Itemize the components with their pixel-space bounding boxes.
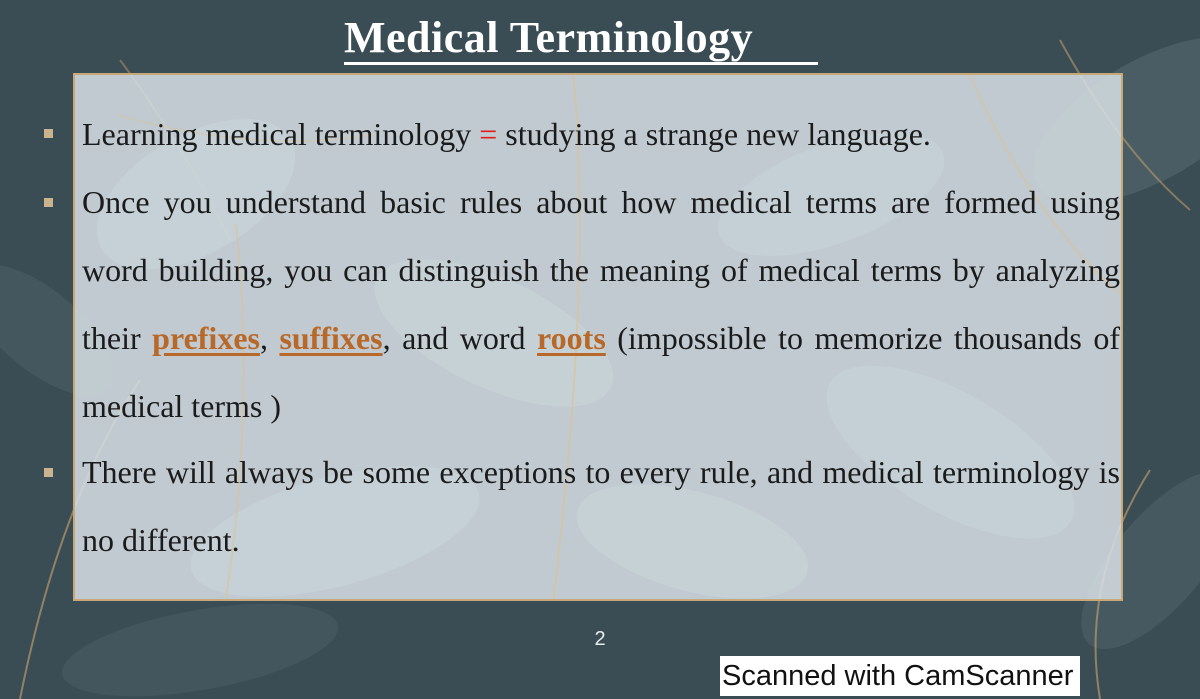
bullet-marker [44,129,53,138]
page-title: Medical Terminology [344,13,754,62]
bullet-1-before: Learning medical terminology [82,116,480,152]
camscanner-watermark: Scanned with CamScanner [720,656,1080,696]
term-prefixes: prefixes [152,320,260,356]
bullet-2-text [82,168,1120,440]
bullet-2-text-end: (impossible to memorize thousands of medical terms ) [82,320,1121,424]
bullet-2-sep-1: , [259,320,280,356]
equals-sign: = [479,116,498,152]
bullet-1-text [82,114,1120,154]
term-suffixes: suffixes [279,320,383,356]
bullet-2-sep-2: , and word [382,320,538,356]
bullet-1-after: studying a strange new language. [497,116,931,152]
bullet-2-text-start: Once you understand basic rules about how medical terms are formed using word building, you can distinguish the meaning of medical terms by analyzing their [82,184,1120,356]
bullet-3-text: There will always be some exceptions to every rule, and medical terminology is no different. [82,454,1120,558]
bullet-marker [44,198,53,207]
title-underline [344,62,818,65]
term-roots: roots [537,320,606,356]
page-number: 2 [594,628,606,650]
bullet-marker [44,468,53,477]
